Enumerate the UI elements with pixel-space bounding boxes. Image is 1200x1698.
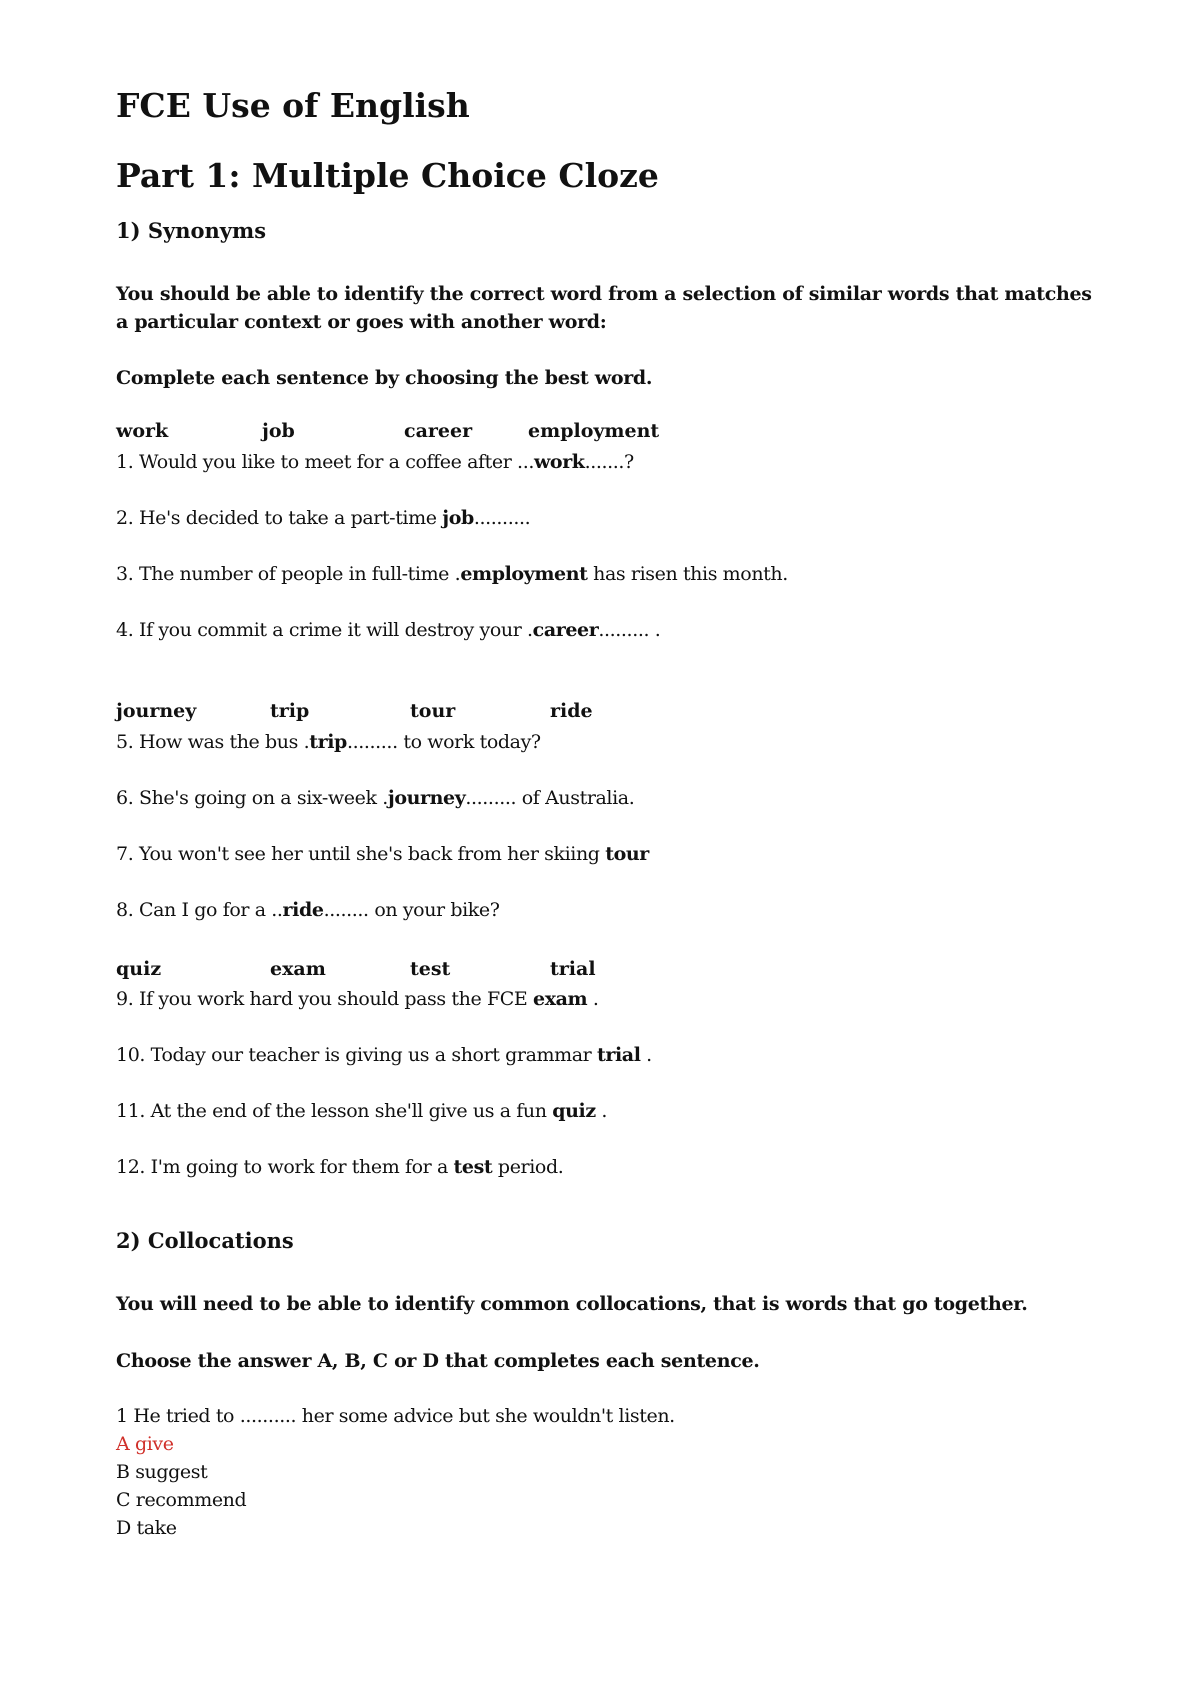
- word-bank-word: test: [410, 958, 451, 980]
- word-bank-word: exam: [270, 958, 326, 980]
- option: B suggest: [116, 1461, 208, 1483]
- part-title: Part 1: Multiple Choice Cloze: [116, 156, 659, 195]
- document-title: FCE Use of English: [116, 86, 470, 125]
- sentence-item: 2. He's decided to take a part-time job..........: [116, 507, 531, 529]
- sentence-item: 4. If you commit a crime it will destroy your .career......... .: [116, 619, 661, 641]
- word-bank-word: career: [404, 420, 473, 442]
- word-bank-word: ride: [550, 700, 593, 722]
- option-correct: A give: [116, 1433, 174, 1455]
- section-instruction-synonyms: Complete each sentence by choosing the best word.: [116, 367, 653, 389]
- answer-word: journey: [387, 787, 466, 809]
- sentence-item: 12. I'm going to work for them for a test period.: [116, 1156, 564, 1178]
- sentence-item: 7. You won't see her until she's back from her skiing tour: [116, 843, 649, 865]
- answer-word: trial: [597, 1044, 641, 1066]
- answer-word: quiz: [552, 1100, 596, 1122]
- option: C recommend: [116, 1489, 247, 1511]
- word-bank-word: tour: [410, 700, 456, 722]
- sentence-item: 8. Can I go for a ..ride........ on your bike?: [116, 899, 500, 921]
- answer-word: trip: [309, 731, 347, 753]
- sentence-item: 10. Today our teacher is giving us a short grammar trial .: [116, 1044, 652, 1066]
- word-bank-word: trial: [550, 958, 596, 980]
- answer-word: ride: [282, 899, 324, 921]
- word-bank-word: trip: [270, 700, 310, 722]
- answer-word: exam: [533, 988, 588, 1010]
- word-bank-word: work: [116, 420, 169, 442]
- section-instruction-collocations: Choose the answer A, B, C or D that completes each sentence.: [116, 1350, 760, 1372]
- answer-word: employment: [460, 563, 588, 585]
- section-heading-synonyms: 1) Synonyms: [116, 218, 267, 243]
- answer-word: test: [453, 1156, 493, 1178]
- answer-word: work: [533, 451, 585, 473]
- sentence-item: 1. Would you like to meet for a coffee after ...work.......?: [116, 451, 634, 473]
- sentence-item: 3. The number of people in full-time .employment has risen this month.: [116, 563, 788, 585]
- question-text: 1 He tried to .......... her some advice but she wouldn't listen.: [116, 1405, 675, 1427]
- section-heading-collocations: 2) Collocations: [116, 1228, 294, 1253]
- answer-word: tour: [605, 843, 649, 865]
- word-bank-word: journey: [116, 700, 197, 722]
- answer-word: career: [532, 619, 599, 641]
- sentence-item: 11. At the end of the lesson she'll give us a fun quiz .: [116, 1100, 608, 1122]
- word-bank-word: employment: [528, 420, 660, 442]
- option: D take: [116, 1517, 177, 1539]
- section-intro-collocations: You will need to be able to identify common collocations, that is words that go together.: [116, 1293, 1028, 1315]
- sentence-item: 9. If you work hard you should pass the FCE exam .: [116, 988, 599, 1010]
- sentence-item: 5. How was the bus .trip......... to work today?: [116, 731, 541, 753]
- word-bank-word: quiz: [116, 958, 162, 980]
- sentence-item: 6. She's going on a six-week .journey......... of Australia.: [116, 787, 635, 809]
- section-intro-synonyms: You should be able to identify the correct word from a selection of similar words that matches a particular context or goes with another word:: [116, 283, 1092, 333]
- answer-word: job: [442, 507, 474, 529]
- word-bank-word: job: [262, 420, 295, 442]
